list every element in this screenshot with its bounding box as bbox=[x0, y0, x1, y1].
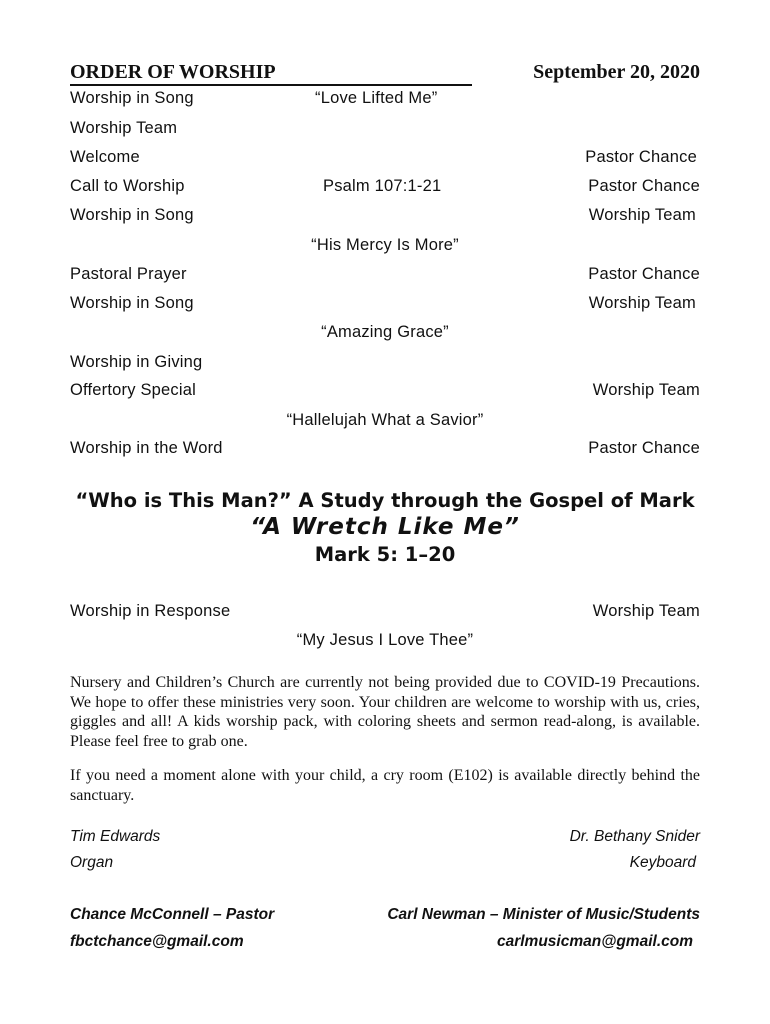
call-leader: Pastor Chance bbox=[588, 177, 700, 195]
pastoral-prayer-label: Pastoral Prayer bbox=[70, 265, 187, 283]
word-leader: Pastor Chance bbox=[588, 439, 700, 457]
music-email-link[interactable]: carlmusicman@gmail.com bbox=[496, 933, 693, 950]
title-underline bbox=[70, 84, 472, 86]
page-title: ORDER OF WORSHIP bbox=[70, 61, 276, 83]
offertory-leader: Worship Team bbox=[592, 381, 700, 399]
keyboard-label: Keyboard bbox=[629, 854, 696, 871]
organist-name: Tim Edwards bbox=[70, 828, 161, 845]
offertory-label: Offertory Special bbox=[70, 381, 196, 399]
nursery-notice: Nursery and Children’s Church are currently not being provided due to COVID-19 Precautions. We hope to offer these ministries very soon. Your children are welcome to worship with us, cries, giggles and all! A kids worship pack, with coloring sheets and sermon read-along, is available. Please feel free to grab one. bbox=[70, 674, 700, 750]
offertory-song-title: “Hallelujah What a Savior” bbox=[286, 411, 484, 429]
welcome-label: Welcome bbox=[70, 148, 140, 166]
prayer-leader: Pastor Chance bbox=[588, 265, 700, 283]
song-1-title: “Love Lifted Me” bbox=[315, 89, 438, 107]
worship-song-1-label: Worship in Song bbox=[70, 89, 194, 107]
music-minister-name: Carl Newman – Minister of Music/Students bbox=[387, 906, 700, 923]
service-date: September 20, 2020 bbox=[533, 61, 700, 83]
song-3-leader: Worship Team bbox=[588, 294, 696, 312]
cry-room-notice: If you need a moment alone with your child, a cry room (E102) is available directly behind the sanctuary. bbox=[70, 767, 700, 804]
worship-team-label: Worship Team bbox=[70, 119, 178, 137]
song-2-leader: Worship Team bbox=[588, 206, 696, 224]
worship-song-2-label: Worship in Song bbox=[70, 206, 194, 224]
pastor-email-link[interactable]: fbctchance@gmail.com bbox=[70, 933, 244, 950]
response-song-title: “My Jesus I Love Thee” bbox=[296, 631, 474, 649]
response-leader: Worship Team bbox=[592, 602, 700, 620]
welcome-leader: Pastor Chance bbox=[585, 148, 697, 166]
worship-word-label: Worship in the Word bbox=[70, 439, 223, 457]
organ-label: Organ bbox=[70, 854, 114, 871]
sermon-series: “Who is This Man?” A Study through the Gospel of Mark bbox=[75, 489, 695, 512]
call-to-worship-label: Call to Worship bbox=[70, 177, 185, 195]
keyboardist-name: Dr. Bethany Snider bbox=[569, 828, 700, 845]
sermon-reference: Mark 5: 1–20 bbox=[314, 543, 456, 566]
worship-giving-label: Worship in Giving bbox=[70, 353, 203, 371]
worship-song-3-label: Worship in Song bbox=[70, 294, 194, 312]
song-3-title: “Amazing Grace” bbox=[321, 323, 449, 341]
song-2-title: “His Mercy Is More” bbox=[311, 236, 459, 254]
response-label: Worship in Response bbox=[70, 602, 231, 620]
sermon-title: “A Wretch Like Me” bbox=[250, 514, 520, 540]
pastor-name: Chance McConnell – Pastor bbox=[70, 906, 275, 923]
scripture-reading: Psalm 107:1-21 bbox=[323, 177, 442, 195]
